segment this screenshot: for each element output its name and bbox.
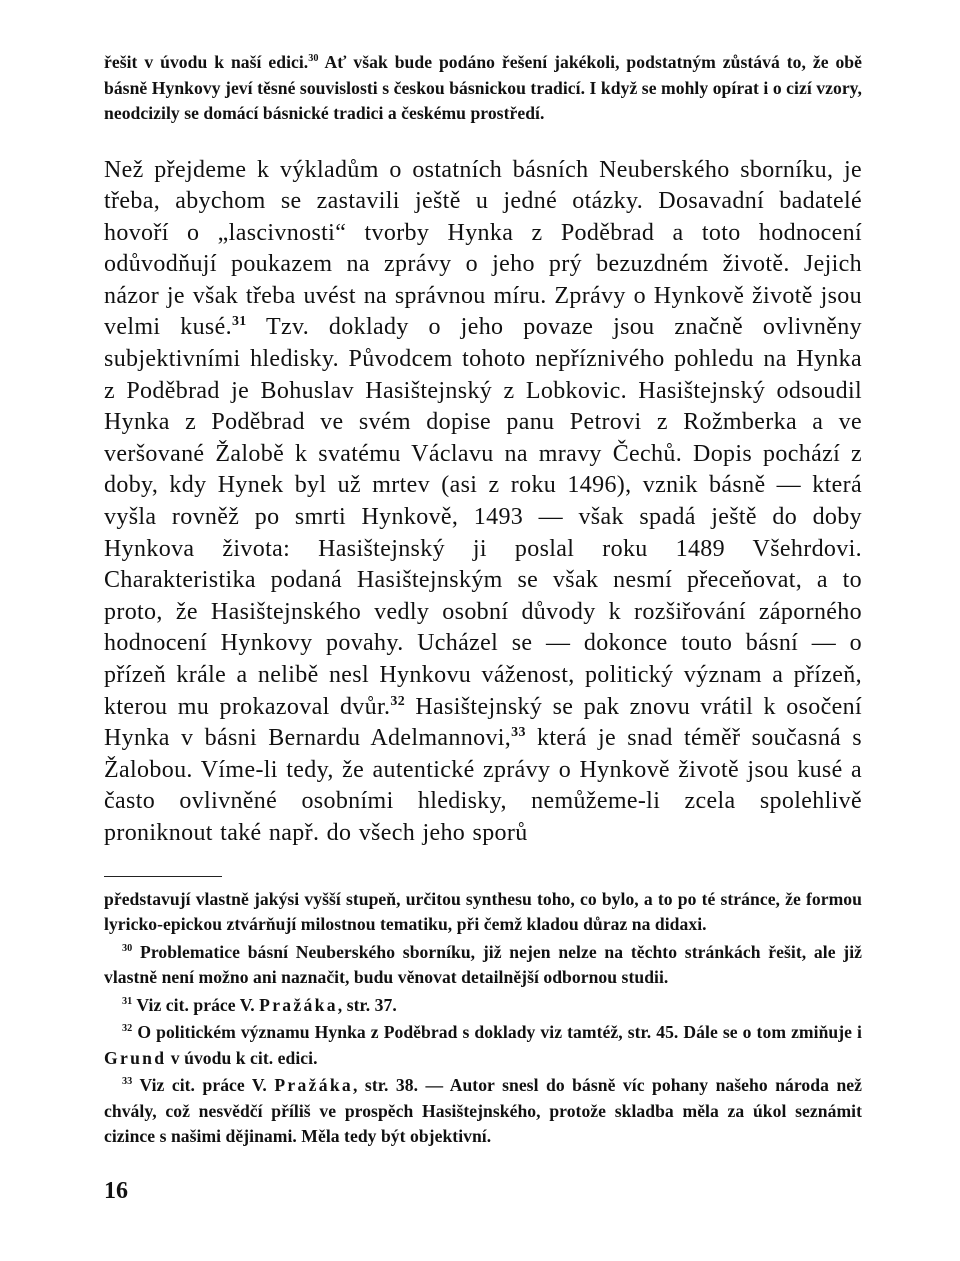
- footnote-33: [104, 1073, 862, 1150]
- footnote-31: [104, 993, 862, 1019]
- footnote-30-text: Problematice básní Neuberského sborníku, již nejen nelze na těchto stránkách řešit, ale již vlastně není možno ani naznačit, budu věnovat detailnější odbornou studii.: [104, 941, 862, 988]
- footnote-31-text-after: , str. 37.: [337, 994, 397, 1015]
- footnote-33-text-after: , str. 38. — Autor snesl do básně víc pohany našeho národa než chvály, což nesvědčí příliš ve prospěch Hasištejnského, protože skladba měla za úkol seznámit cizince s našimi dějinami. Měla tedy být objektivní.: [104, 1075, 862, 1147]
- footnote-ref-30[interactable]: 30: [308, 53, 319, 65]
- top-note-text-after-ref: Ať však bude podáno řešení jakékoli, podstatným zůstává to, že obě básně Hynkovy jeví těsné souvislosti s českou básnickou tradicí. I když se mohly opírat i o cizí vzory, neodcizily se domácí básnické tradici a českému prostředí.: [104, 52, 863, 123]
- paragraph-part-1: Než přejdeme k výkladům o ostatních básních Neuberského sborníku, je třeba, abychom se zastavili ještě u jedné otázky. Dosavadní badatelé hovoří o „lascivnosti“ tvorby Hynka z Poděbrad a toto hodnocení odůvodňují poukazem na zprávy o jeho prý bezuzdném životě. Jejich názor je však třeba uvést na správnou míru. Zprávy o Hynkově životě jsou velmi kusé.: [104, 156, 862, 341]
- footnote-32-author: Grund: [104, 1047, 167, 1068]
- main-paragraph: [104, 155, 862, 850]
- footnote-32-text-before: O politickém významu Hynka z Poděbrad s doklady viz tamtéž, str. 45. Dále se o tom zmiňuje i: [132, 1022, 862, 1043]
- footnote-continuation: představují vlastně jakýsi vyšší stupeň, určitou synthesu toho, co bylo, a to po té stránce, že formou lyricko-epickou ztvárňují milostnou tematiku, při čemž kladou důraz na didaxi.: [104, 888, 862, 935]
- top-note-text-before-ref: řešit v úvodu k naší edici.: [104, 52, 309, 72]
- footnote-31-author: Pražáka: [259, 994, 338, 1015]
- footnote-33-author: Pražáka: [274, 1075, 353, 1096]
- footnote-32: [104, 1020, 862, 1071]
- paragraph-part-2: Tzv. doklady o jeho povaze jsou značně ovlivněny subjektivními hledisky. Původcem tohoto nepříznivého pohledu na Hynka z Poděbrad je Bohuslav Hasištejnský z Lobkovic. Hasištejnský odsoudil Hynka z Poděbrad ve svém dopise panu Petrovi z Rožmberka a ve veršované Žalobě k svatému Václavu na mravy Čechů. Dopis pochází z doby, kdy Hynek byl už mrtev (asi z roku 1496), vznik básně — která vyšla rovněž po smrti Hynkově, 1493 — však spadá ještě do doby Hynkova života: Hasištejnský ji poslal roku 1489 Všehrdovi. Charakteristika podaná Hasištejnským se však nesmí přeceňovat, a to proto, že Hasištejnského vedly osobní důvody k rozšiřování záporného hodnocení Hynkovy povahy. Ucházel se — dokonce touto básní — o přízeň krále a nelibě nesl Hynkovu váženost, politický význam a přízeň, kterou mu prokazoval dvůr.: [104, 314, 862, 720]
- footnote-ref-33[interactable]: 33: [511, 725, 526, 741]
- footnote-31-text-before: Viz cit. práce V.: [132, 994, 260, 1015]
- footnote-number-30: 30: [122, 942, 133, 954]
- top-note-continuation: [104, 50, 862, 127]
- book-page: [104, 50, 862, 1152]
- footnote-number-32: 32: [122, 1023, 133, 1035]
- footnote-30: [104, 940, 862, 991]
- paragraph-part-3: Hasištejnský se pak znovu vrátil k osočení Hynka v básni Bernardu Adelmannovi,: [104, 693, 863, 752]
- footnote-number-31: 31: [122, 995, 133, 1007]
- footnote-ref-32[interactable]: 32: [390, 693, 405, 709]
- paragraph-part-4: která je snad téměř současná s Žalobou. Víme-li tedy, že autentické zprávy o Hynkově životě jsou kusé a často ovlivněné osobními hledisky, nemůžeme-li zcela spolehlivě proniknout také např. do všech jeho sporů: [104, 725, 862, 846]
- footnote-number-33: 33: [122, 1076, 133, 1088]
- footnote-separator: [104, 876, 222, 877]
- footnote-ref-31[interactable]: 31: [231, 314, 247, 330]
- footnote-33-text-before: Viz cit. práce V.: [132, 1075, 275, 1096]
- footnote-32-text-after: v úvodu k cit. edici.: [166, 1047, 318, 1068]
- footnotes-section: [104, 887, 862, 1150]
- page-number: 16: [104, 1178, 128, 1204]
